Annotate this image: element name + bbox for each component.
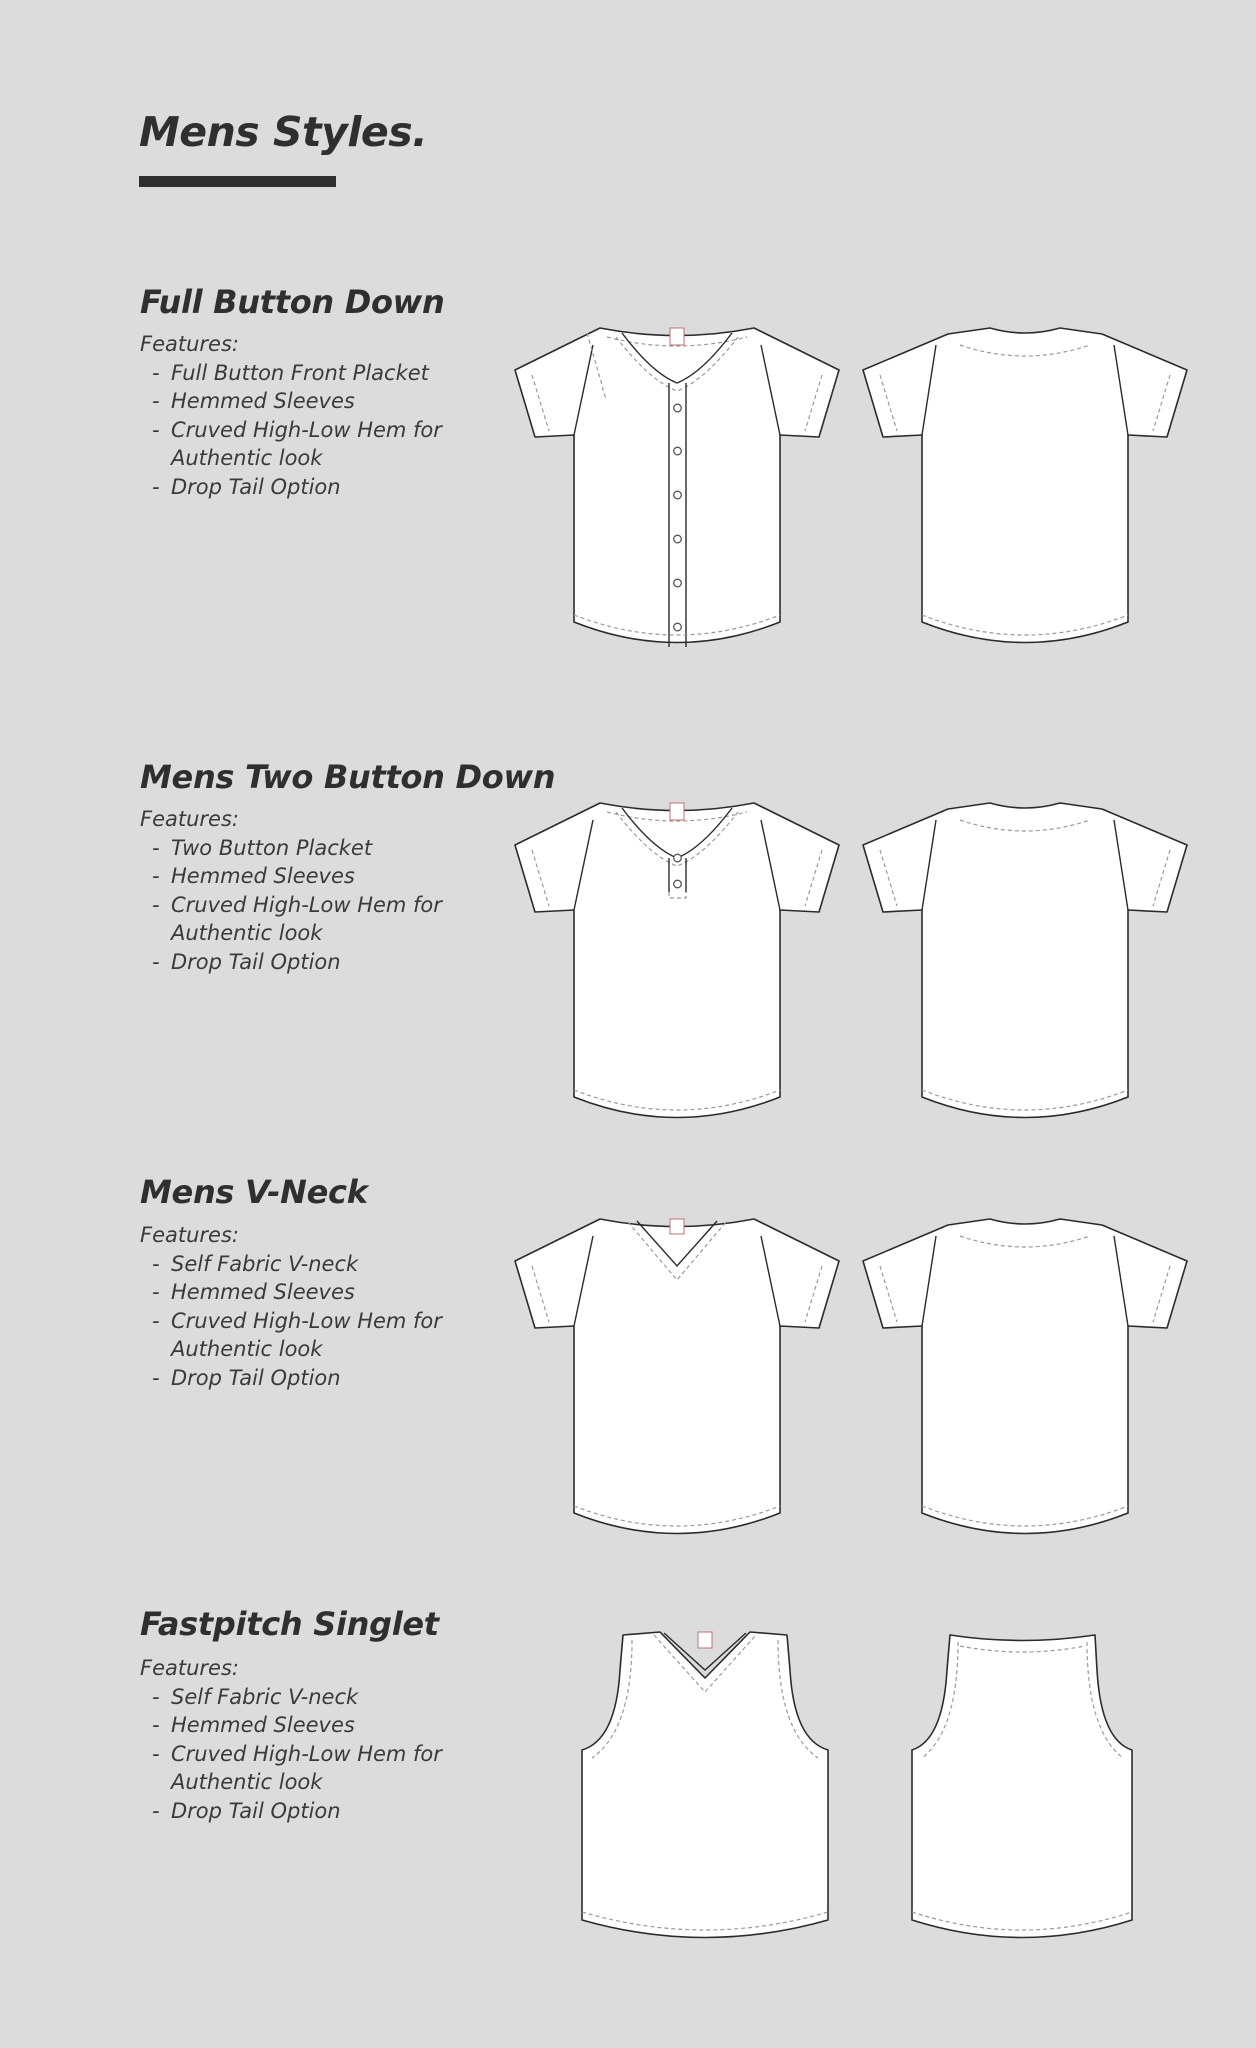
section-title: Fastpitch Singlet [140, 1605, 439, 1643]
full-button-front-jersey-illustration [512, 325, 842, 650]
features-label: Features: [140, 1656, 239, 1680]
section-title: Mens V-Neck [140, 1173, 368, 1211]
feature-item: - Drop Tail Option [140, 473, 500, 502]
features-list [140, 359, 500, 502]
features-label: Features: [140, 807, 239, 831]
jersey-back-illustration [860, 800, 1190, 1125]
feature-item: - Hemmed Sleeves [140, 1711, 500, 1740]
section-title: Mens Two Button Down [140, 758, 556, 796]
feature-item: - Drop Tail Option [140, 1364, 500, 1393]
feature-item: - Drop Tail Option [140, 948, 500, 977]
features-list [140, 1683, 500, 1826]
two-button-front-jersey-illustration [512, 800, 842, 1125]
feature-item: - Hemmed Sleeves [140, 862, 500, 891]
feature-item: - Cruved High-Low Hem for Authentic look [140, 1307, 500, 1364]
features-block [140, 805, 500, 976]
v-neck-front-jersey-illustration [512, 1216, 842, 1541]
feature-item: - Hemmed Sleeves [140, 387, 500, 416]
feature-item: - Drop Tail Option [140, 1797, 500, 1826]
features-label: Features: [140, 332, 239, 356]
page-title: Mens Styles. [139, 108, 428, 156]
features-block [140, 330, 500, 501]
section-title: Full Button Down [140, 283, 445, 321]
feature-item: - Self Fabric V-neck [140, 1250, 500, 1279]
feature-item: - Full Button Front Placket [140, 359, 500, 388]
jersey-back-illustration [860, 325, 1190, 650]
features-block [140, 1221, 500, 1392]
title-underline [139, 176, 336, 187]
features-list [140, 1250, 500, 1393]
features-block [140, 1654, 500, 1825]
singlet-back-illustration [910, 1630, 1135, 1940]
feature-item: - Self Fabric V-neck [140, 1683, 500, 1712]
singlet-front-illustration [580, 1630, 830, 1940]
jersey-back-illustration [860, 1216, 1190, 1541]
features-label: Features: [140, 1223, 239, 1247]
feature-item: - Cruved High-Low Hem for Authentic look [140, 1740, 500, 1797]
feature-item: - Two Button Placket [140, 834, 500, 863]
feature-item: - Cruved High-Low Hem for Authentic look [140, 891, 500, 948]
feature-item: - Cruved High-Low Hem for Authentic look [140, 416, 500, 473]
feature-item: - Hemmed Sleeves [140, 1278, 500, 1307]
features-list [140, 834, 500, 977]
